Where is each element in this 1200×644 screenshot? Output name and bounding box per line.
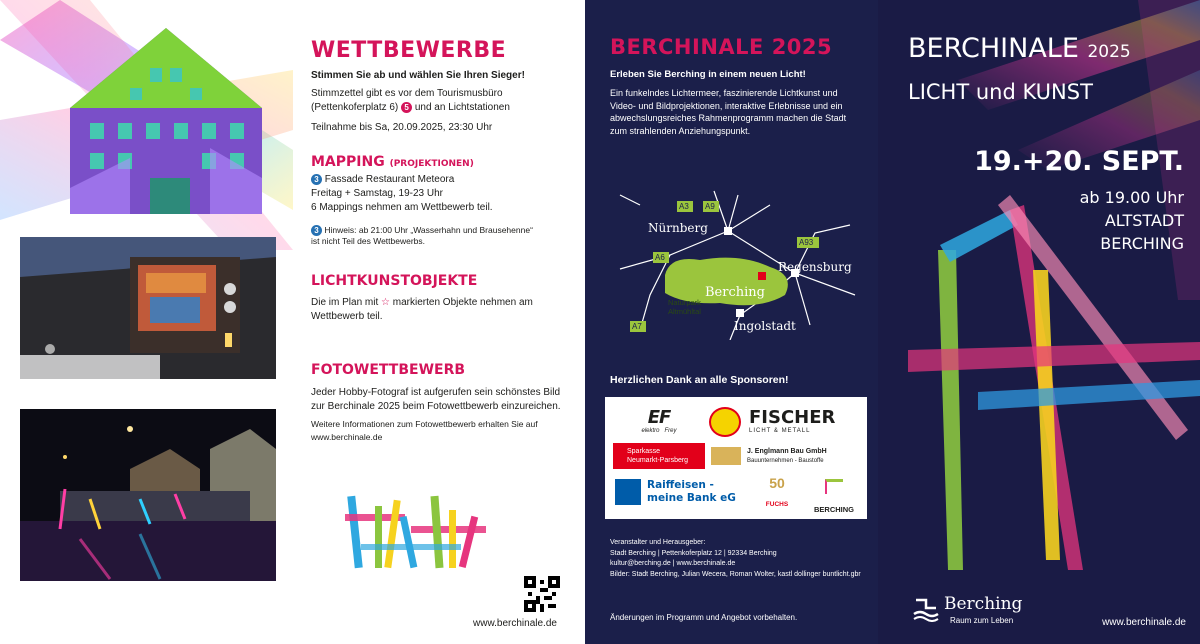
cover-subtitle: LICHT und KUNST <box>908 80 1093 104</box>
logo-englmann[interactable] <box>747 447 865 467</box>
logo-fuchs[interactable] <box>755 475 799 511</box>
logo-raiffeisen[interactable] <box>647 479 747 507</box>
lichtkunst-text-a: Die im Plan mit <box>311 297 379 308</box>
logo-sparkasse-2: Neumarkt-Parsberg <box>627 457 689 464</box>
mapping-line1 <box>311 173 454 186</box>
berchinale-url-left[interactable]: www.berchinale.de <box>473 618 557 629</box>
event-date: 19.+20. SEPT. <box>974 146 1184 177</box>
wettbewerbe-line2 <box>311 101 510 114</box>
berchinale-title: BERCHINALE 2025 <box>610 35 833 59</box>
lichtkunst-line2: Wettbewerb teil. <box>311 311 383 322</box>
berching-logo-tagline: Raum zum Leben <box>950 616 1014 625</box>
logo-fuchs-name: FUCHS <box>765 501 789 508</box>
intro-text <box>610 87 846 137</box>
logo-fischer[interactable] <box>749 403 861 437</box>
berching-logo-name: Berching <box>944 594 1023 614</box>
road-a93: A93 <box>799 238 814 247</box>
map-label-nuernberg: Nürnberg <box>648 221 708 235</box>
logo-sparkasse-1: Sparkasse <box>627 448 661 455</box>
logo-englmann-name: J. Englmann Bau GmbH <box>747 448 827 455</box>
logo-fuchs-50: 50 <box>769 475 785 491</box>
lichtkunst-text-b: markierten Objekte nehmen am <box>392 297 533 308</box>
wettbewerbe-deadline: Teilnahme bis Sa, 20.09.2025, 23:30 Uhr <box>311 122 493 133</box>
imprint-line: Stadt Berching | Pettenkoferplatz 12 | 92334 Berching <box>610 549 777 557</box>
mapping-hint <box>311 225 533 247</box>
logo-electro-guild-icon[interactable] <box>709 407 741 437</box>
foto-line1: Jeder Hobby-Fotograf ist aufgerufen sein schönstes Bild <box>311 387 561 398</box>
event-place-2: BERCHING <box>1100 234 1184 253</box>
lichtkunst-heading: LICHTKUNSTOBJEKTE <box>311 273 478 289</box>
logo-elektro-frey[interactable] <box>613 405 705 435</box>
wettbewerbe-heading: WETTBEWERBE <box>311 38 507 63</box>
wettbewerbe-line1: Stimmzettel gibt es vor dem Tourismusbüro <box>311 88 503 99</box>
imprint-line: Bilder: Stadt Berching, Julian Wecera, Roman Wolter, kastl dollinger buntlicht.gbr <box>610 570 861 578</box>
illuminated-house-photo <box>70 28 262 214</box>
intro-line: Ein funkelndes Lichtermeer, faszinierende Lichtkunst und <box>610 88 838 98</box>
night-bridge-photo <box>20 409 276 581</box>
intro-line: Video- und Bildprojektionen, interaktive Erlebnisse und ein <box>610 100 843 111</box>
foto-line3: Weitere Informationen zum Fotowettbewerb erhalten Sie auf <box>311 419 538 429</box>
event-place-1: ALTSTADT <box>1104 211 1184 230</box>
logo-fischer-name: FISCHER <box>749 406 836 428</box>
panel-cover <box>878 0 1200 644</box>
sponsor-logos <box>605 397 867 519</box>
location-badge-3: 3 <box>311 174 322 185</box>
region-map <box>610 185 860 340</box>
panel-competitions <box>293 0 585 644</box>
location-badge-5: 5 <box>401 102 412 113</box>
cover-title <box>908 34 1131 67</box>
road-a6: A6 <box>655 253 665 262</box>
berchinale-url-right[interactable]: www.berchinale.de <box>1102 617 1186 628</box>
logo-raiffeisen-1: Raiffeisen - <box>647 479 714 491</box>
panel-photos-left <box>0 0 293 644</box>
berchinale-stick-logo <box>341 486 491 570</box>
address-text: (Pettenkoferplatz 6) <box>311 102 399 113</box>
map-label-park: Naturpark <box>668 298 701 307</box>
road-a7: A7 <box>632 322 642 331</box>
hint-line2: ist nicht Teil des Wettbewerbs. <box>311 236 426 247</box>
logo-ef-mark: EF <box>647 406 671 428</box>
logo-sparkasse[interactable] <box>613 443 705 469</box>
logo-berching-sponsor-icon <box>825 479 843 494</box>
panel-info-dark <box>585 0 878 644</box>
logo-ef-frey: Frey <box>664 427 677 434</box>
logo-raiffeisen-2: meine Bank eG <box>647 492 736 504</box>
berching-wave-icon <box>912 596 940 622</box>
road-a9: A9 <box>705 202 715 211</box>
mapping-subtitle: (PROJEKTIONEN) <box>389 159 474 169</box>
logo-berching-sponsor-name: BERCHING <box>813 505 854 514</box>
hint-line1: Hinweis: ab 21:00 Uhr „Wasserhahn und Brausehenne“ <box>324 225 533 235</box>
lichtkunst-line1 <box>311 296 533 309</box>
map-label-park2: Altmühltal <box>668 307 701 316</box>
berching-town-logo[interactable] <box>912 596 1042 632</box>
logo-raiffeisen-icon[interactable] <box>615 479 641 505</box>
hint-badge-3: 3 <box>311 225 322 236</box>
logo-ef-elektro: elektro <box>641 427 660 434</box>
imprint-line: kultur@berching.de | www.berchinale.de <box>610 560 736 567</box>
imprint-line: Veranstalter und Herausgeber: <box>610 539 706 546</box>
wettbewerbe-subline: Stimmen Sie ab und wählen Sie Ihren Sieger! <box>311 70 525 81</box>
logo-englmann-sub: Bauunternehmen - Baustoffe <box>747 458 824 464</box>
intro-line: abwechslungsreiches Rahmenprogramm machen die Stadt <box>610 113 847 123</box>
mapping-title: MAPPING <box>311 154 385 170</box>
logo-fischer-sub: LICHT & METALL <box>749 427 811 434</box>
mapping-venue: Fassade Restaurant Meteora <box>324 174 455 185</box>
sponsors-heading: Herzlichen Dank an alle Sponsoren! <box>610 374 789 386</box>
event-info <box>1080 186 1184 255</box>
qr-code[interactable] <box>524 576 560 612</box>
foto-heading: FOTOWETTBEWERB <box>311 362 466 378</box>
logo-berching-sponsor[interactable] <box>805 479 863 514</box>
mapping-line3: 6 Mappings nehmen am Wettbewerb teil. <box>311 202 493 213</box>
lead-text: Erleben Sie Berching in einem neuen Licht! <box>610 69 806 80</box>
changes-note: Änderungen im Programm und Angebot vorbehalten. <box>610 613 798 622</box>
imprint <box>610 538 861 580</box>
foto-line2: zur Berchinale 2025 beim Fotowettbewerb einzureichen. <box>311 401 561 412</box>
event-time: ab 19.00 Uhr <box>1079 188 1184 207</box>
mapping-heading <box>311 154 474 170</box>
stations-text: und an Lichtstationen <box>414 102 510 113</box>
foto-link[interactable]: www.berchinale.de <box>311 432 383 442</box>
projection-wall-photo <box>20 237 276 379</box>
berching-marker <box>758 272 766 280</box>
map-label-berching: Berching <box>705 285 765 300</box>
map-label-ingolstadt: Ingolstadt <box>734 319 796 333</box>
cover-title-year: 2025 <box>1087 42 1131 62</box>
road-a3: A3 <box>679 202 689 211</box>
logo-englmann-icon[interactable] <box>711 447 741 465</box>
map-label-regensburg: Regensburg <box>778 260 852 274</box>
mapping-line2: Freitag + Samstag, 19-23 Uhr <box>311 188 444 199</box>
star-icon: ☆ <box>381 297 390 308</box>
cover-title-name: BERCHINALE <box>908 33 1079 64</box>
intro-line: zum strahlenden Anziehungspunkt. <box>610 125 751 136</box>
